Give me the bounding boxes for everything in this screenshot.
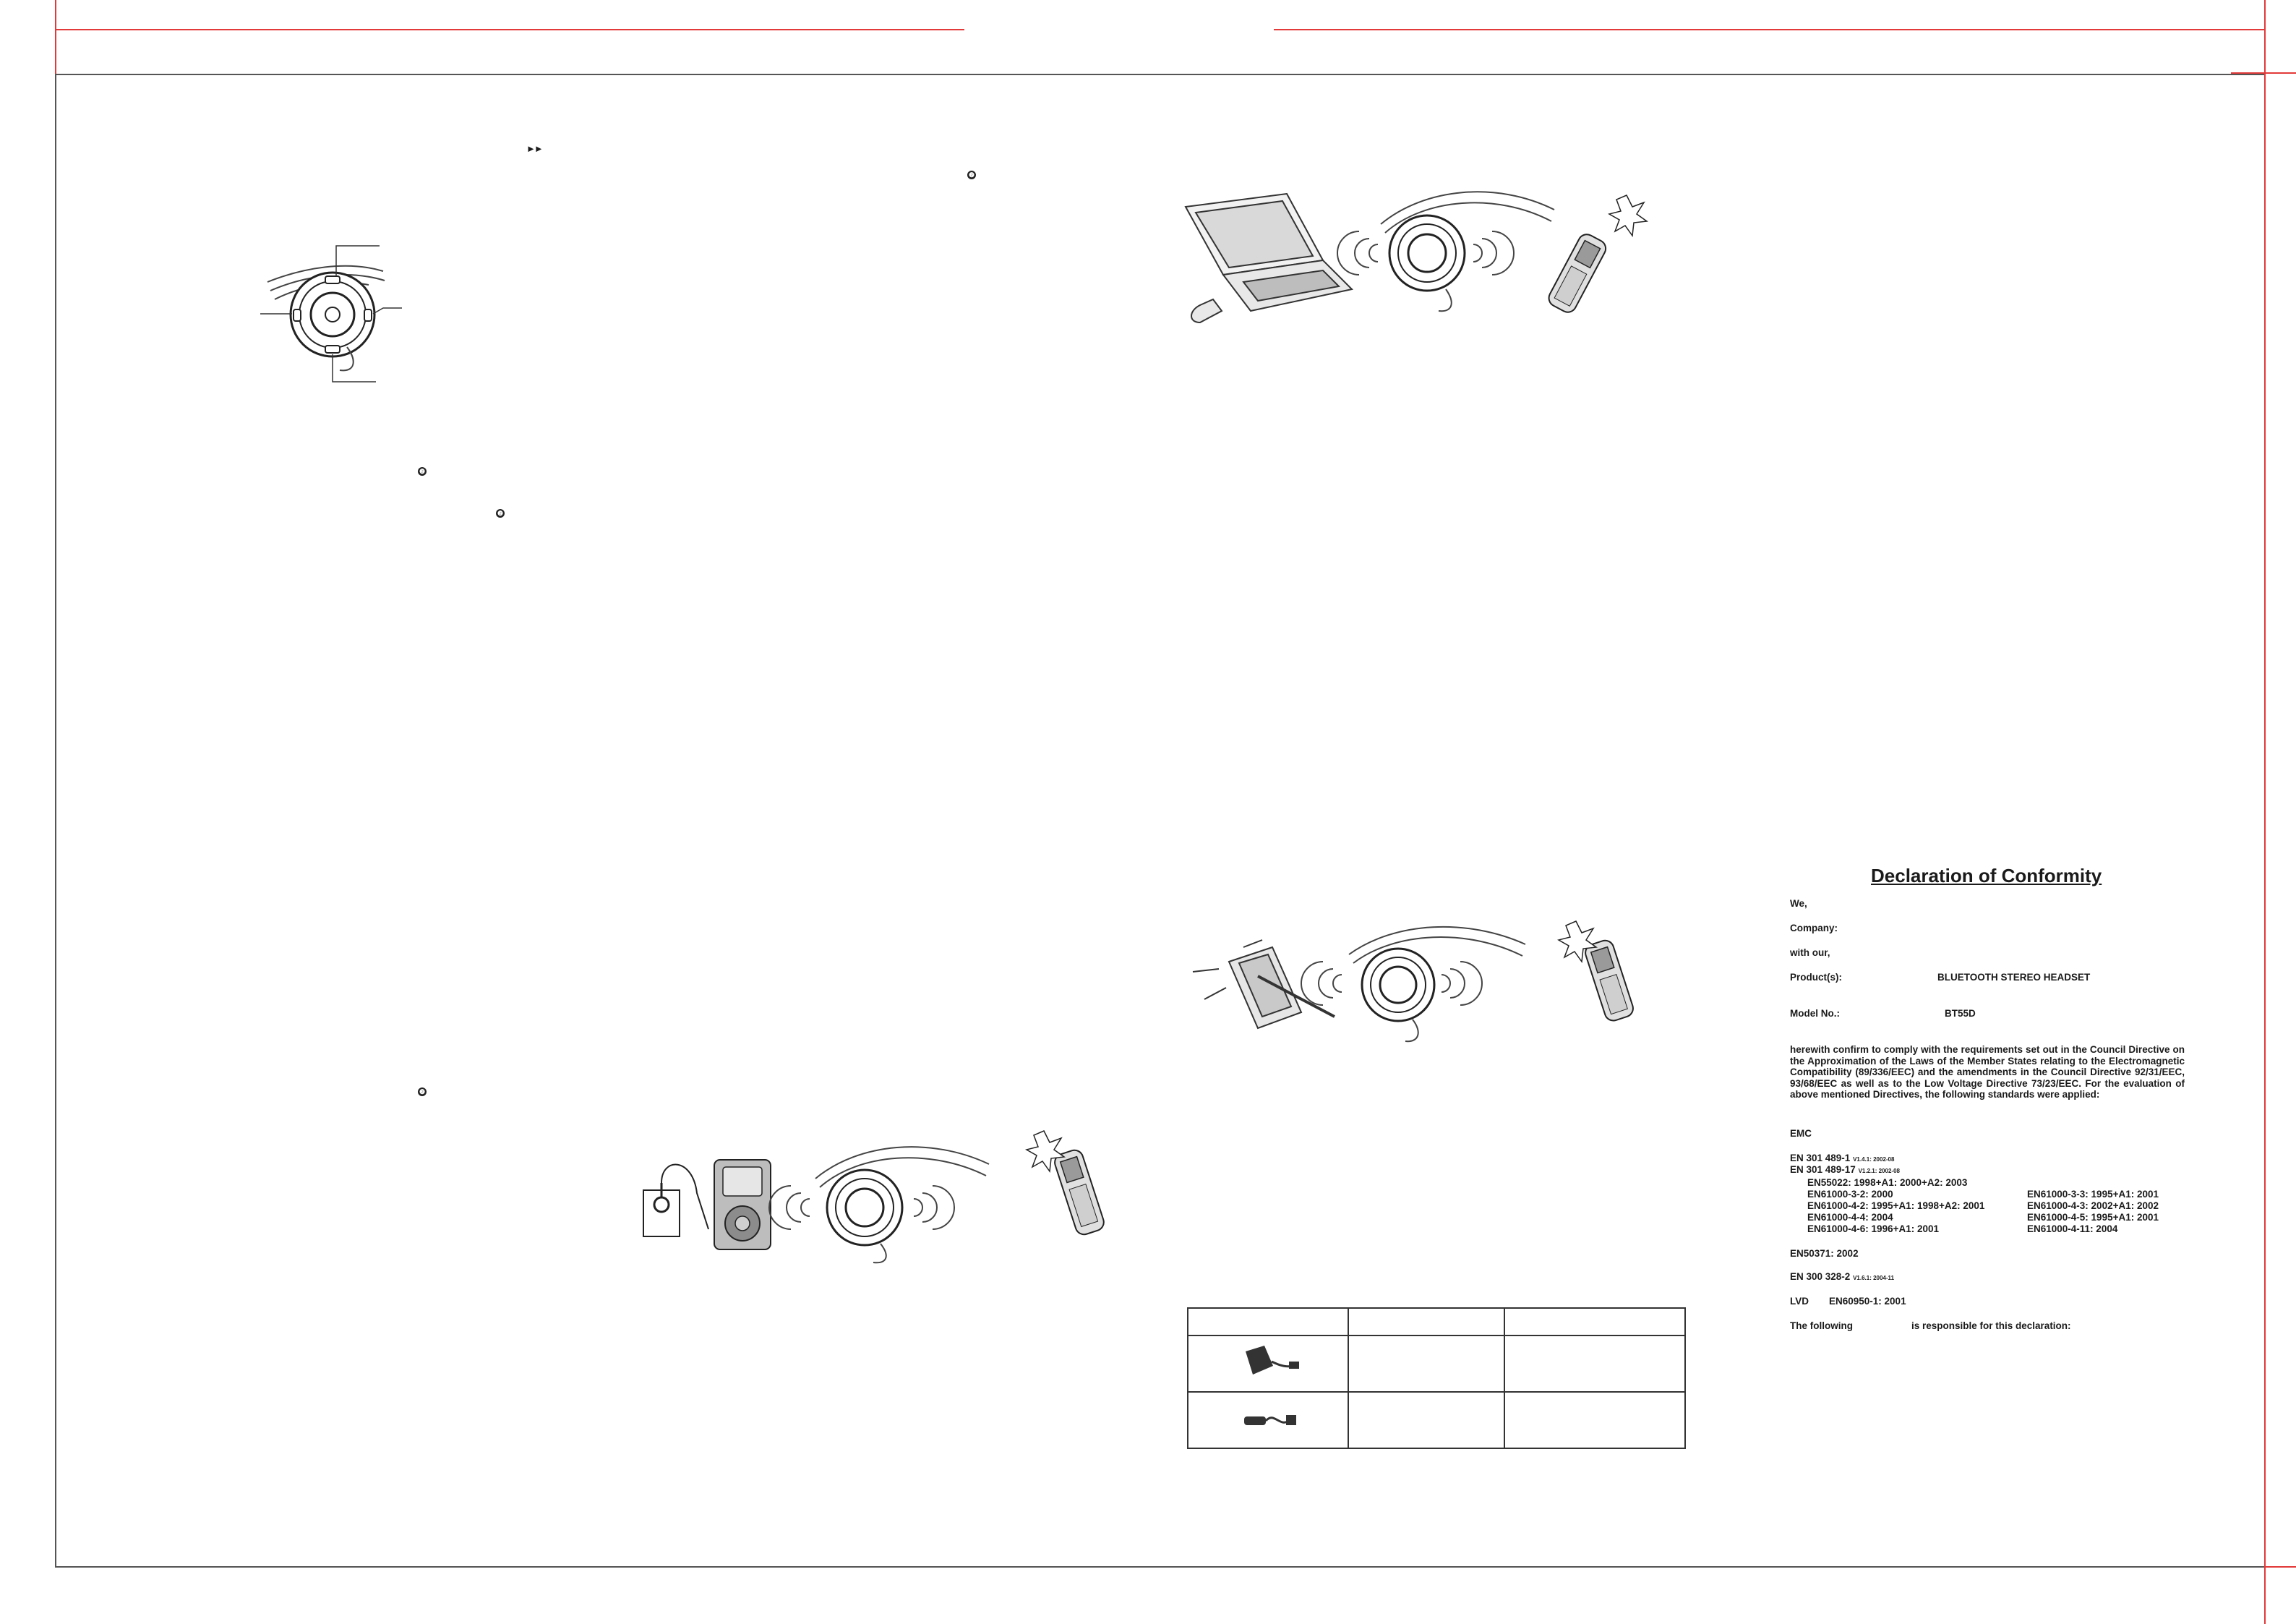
right-red-vertical: [2264, 0, 2266, 1624]
table-header-cell: [1348, 1308, 1504, 1335]
device-headset-phone-illustration: [1193, 918, 1655, 1048]
en300-328-2-version: V1.6.1: 2004-11: [1853, 1275, 1895, 1281]
standard-right-3: EN61000-4-11: 2004: [2027, 1223, 2118, 1234]
car-charger-image-cell: [1188, 1392, 1348, 1448]
declaration-title: Declaration of Conformity: [1871, 865, 2102, 886]
top-frame-rule: [55, 74, 2264, 75]
en301-489-1-label: EN 301 489-1: [1790, 1153, 1851, 1163]
declaration-model-label: Model No.:: [1790, 1008, 1840, 1019]
declaration-statement: herewith confirm to comply with the requirements set out in the Council Directive on the Approximation of the Laws of the Member States relating to the Electromagnetic Compatibility (89/336/EEC) and the amendments in the Council Directive 92/31/EEC, 93/68/EEC as well as to the Low Voltage Directive 73/23/EEC. For the evaluation of above mentioned Directives, the following standards were applied:: [1790, 1044, 2185, 1100]
declaration-model-value: BT55D: [1945, 1008, 1976, 1019]
declaration-en301-489-1: [1790, 1153, 1894, 1163]
left-red-vertical: [55, 0, 56, 74]
declaration-following-b: is responsible for this declaration:: [1911, 1320, 2071, 1331]
top-red-rule-left: [55, 29, 964, 30]
en301-489-1-version: V1.4.1: 2002-08: [1853, 1156, 1895, 1163]
en301-489-17-version: V1.2.1: 2002-08: [1858, 1168, 1900, 1174]
declaration-following-a: The following: [1790, 1320, 1853, 1331]
table-cell: [1348, 1392, 1504, 1448]
table-row: [1188, 1335, 1685, 1392]
standard-right-1: EN61000-4-3: 2002+A1: 2002: [2027, 1200, 2159, 1211]
standard-left-0: EN55022: 1998+A1: 2000+A2: 2003: [1807, 1177, 1968, 1188]
declaration-en300-328-2: [1790, 1271, 1894, 1282]
standard-left-2: EN61000-4-2: 1995+A1: 1998+A2: 2001: [1807, 1200, 1985, 1211]
table-header-row: [1188, 1308, 1685, 1335]
bullet-marker-3: ❷: [497, 510, 504, 517]
declaration-lvd-label: LVD: [1790, 1296, 1809, 1307]
ac-charger-image-cell: [1188, 1335, 1348, 1392]
standard-left-3: EN61000-4-4: 2004: [1807, 1212, 1893, 1223]
table-cell: [1348, 1335, 1504, 1392]
declaration-lvd-standard: EN60950-1: 2001: [1829, 1296, 1906, 1307]
table-cell: [1504, 1392, 1685, 1448]
headset-callout-diagram: [260, 239, 419, 390]
standard-right-0: EN61000-3-3: 1995+A1: 2001: [2027, 1189, 2159, 1200]
left-frame-rule: [55, 74, 56, 1568]
car-charger-icon: [1235, 1401, 1301, 1437]
bullet-marker-4: ❷: [419, 1088, 426, 1095]
bullet-marker-1: ❷: [968, 171, 975, 179]
declaration-en50371: EN50371: 2002: [1790, 1248, 1859, 1259]
top-red-rule-right: [1274, 29, 2264, 30]
en301-489-17-label: EN 301 489-17: [1790, 1164, 1856, 1175]
bottom-frame-rule: [55, 1566, 2264, 1568]
forward-symbol: ►►: [526, 143, 542, 154]
ac-charger-icon: [1235, 1344, 1301, 1380]
declaration-product-label: Product(s):: [1790, 972, 1842, 983]
laptop-headset-phone-illustration: [1178, 181, 1670, 325]
declaration-product-value: BLUETOOTH STEREO HEADSET: [1937, 972, 2091, 983]
declaration-company-label: Company:: [1790, 923, 1838, 933]
player-headset-phone-illustration: [642, 1128, 1119, 1265]
standard-right-2: EN61000-4-5: 1995+A1: 2001: [2027, 1212, 2159, 1223]
declaration-en301-489-17: [1790, 1164, 1900, 1175]
table-header-cell: [1188, 1308, 1348, 1335]
bullet-marker-2: ❷: [419, 468, 426, 475]
table-header-cell: [1504, 1308, 1685, 1335]
standard-left-4: EN61000-4-6: 1996+A1: 2001: [1807, 1223, 1939, 1234]
standard-left-1: EN61000-3-2: 2000: [1807, 1189, 1893, 1200]
accessories-table: [1187, 1307, 1686, 1449]
table-row: [1188, 1392, 1685, 1448]
declaration-with-our: with our,: [1790, 947, 1830, 958]
en300-328-2-label: EN 300 328-2: [1790, 1271, 1851, 1282]
declaration-emc: EMC: [1790, 1128, 1812, 1139]
declaration-we: We,: [1790, 898, 1807, 909]
table-cell: [1504, 1335, 1685, 1392]
